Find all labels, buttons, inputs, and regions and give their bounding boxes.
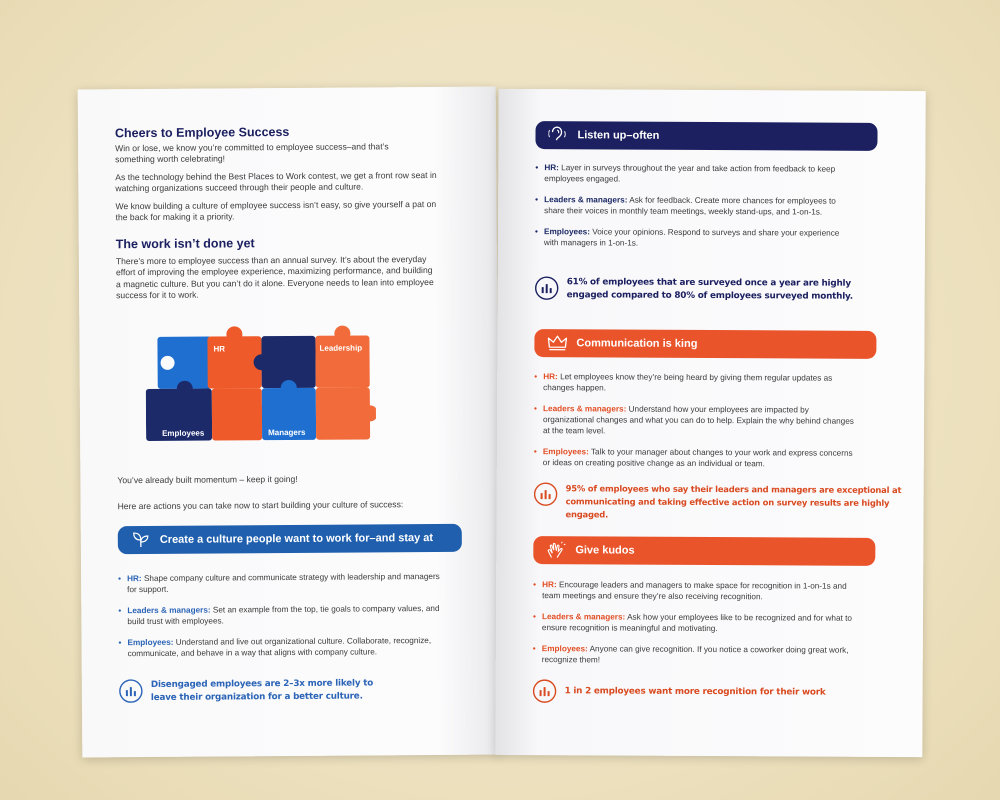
communication-stat (533, 482, 923, 523)
actions-intro-text: Here are actions you can take now to start building your culture of success: (117, 499, 404, 512)
puzzle-label-managers: Managers (268, 427, 306, 438)
bar-chart-icon (119, 679, 143, 703)
list-item: • Leaders & managers: Ask for feedback. Create more chances for employees to share their voices in monthly team meetings, weekly stand-ups, and 1-on-1s. (535, 195, 836, 217)
momentum-text: You’ve already built momentum – keep it going! (117, 473, 298, 486)
puzzle-label-hr: HR (213, 344, 226, 354)
left-page (78, 87, 501, 758)
bullet-key: HR: (544, 163, 559, 173)
intro-paragraph-2: As the technology behind the Best Places to Work contest, we get a front row seat in watching organizations succeed through their people and culture. (115, 169, 437, 194)
bullet-key: HR: (542, 580, 557, 590)
bar-chart-icon (535, 276, 559, 300)
clapping-hands-icon (541, 536, 571, 564)
bullet-key: Employees: (541, 644, 588, 654)
bullet-text: Voice your opinions. Respond to surveys and share your experience with managers in 1-on-1s. (543, 227, 840, 248)
communication-banner (534, 329, 876, 359)
communication-bullet-list (534, 371, 855, 480)
stat-line-2: engaged compared to 80% of employees surveyed monthly. (566, 290, 853, 302)
right-page (495, 89, 925, 757)
stat-line-2: leave their organization for a better culture. (150, 691, 363, 703)
bullet-text: Understand how your employees are impacted by organizational changes and what you can do to help. Explain the why behind changes at the team level. (542, 404, 854, 436)
list-item: • Employees: Voice your opinions. Respond to surveys and share your experience with managers in 1-on-1s. (534, 227, 840, 248)
bullet-key: HR: (127, 574, 142, 584)
bullet-key: Leaders & managers: (543, 404, 627, 414)
heading-work-not-done: The work isn’t done yet (115, 236, 255, 252)
bullet-text: Layer in surveys throughout the year and take action from feedback to keep employees engaged. (544, 163, 836, 184)
listen-stat (535, 276, 853, 304)
bullet-key: Leaders & managers: (544, 195, 628, 205)
bullet-text: Shape company culture and communicate strategy with leadership and managers for support. (127, 571, 440, 595)
culture-bullet-list (118, 571, 449, 669)
list-item: • Employees: Talk to your manager about changes to your work and express concerns or ideas on creating positive change as an individual or team. (533, 447, 853, 469)
ear-icon (543, 121, 573, 149)
list-item: • HR: Let employees know they’re being heard by giving them regular updates as changes happen. (534, 372, 833, 393)
list-item: • Leaders & managers: Set an example from the top, tie goals to company values, and build trust with employees. (118, 603, 440, 627)
bullet-text: Ask for feedback. Create more chances for employees to share their voices in monthly team meetings, weekly stand-ups, and 1-on-1s. (544, 195, 836, 217)
list-item: • Employees: Understand and live out organizational culture. Collaborate, recognize, communicate, and behave in a way that aligns with company culture. (118, 636, 432, 659)
bullet-key: Leaders & managers: (541, 612, 626, 622)
kudos-banner-label: Give kudos (575, 544, 635, 557)
bullet-text: Let employees know they’re being heard by giving them regular updates as changes happen. (543, 372, 833, 393)
intro-paragraph-3: We know building a culture of employee success isn’t easy, so give yourself a pat on the back for making it a priority. (115, 198, 437, 223)
bullet-key: HR: (543, 372, 558, 382)
culture-banner-label: Create a culture people want to work for–and stay at (159, 531, 434, 546)
bullet-text: Talk to your manager about changes to your work and express concerns or ideas on creating positive change as an individual or team. (542, 447, 853, 469)
list-item: • HR: Encourage leaders and managers to make space for recognition in 1-on-1s and team meetings and ensure they’re also receiving recognition. (533, 580, 847, 602)
list-item: • Employees: Anyone can give recognition. If you notice a coworker doing great work, recognize them! (532, 644, 849, 665)
listen-banner (535, 121, 877, 151)
stat-line-1: 1 in 2 employees want more recognition for their work (564, 685, 826, 698)
stat-line-1: Disengaged employees are 2–3x more likely to (150, 678, 374, 690)
work-paragraph: There’s more to employee success than an annual survey. It’s about the everyday effort of improving the employee experience, maximizing performance, and building a magnetic culture. But you can’t do it alone. Everyone needs to lean into employee success for it to work. (115, 254, 434, 301)
list-item: • Leaders & managers: Understand how your employees are impacted by organizational changes and what you can do to help. Explain the why behind changes at the team level. (534, 404, 854, 436)
bar-chart-icon (533, 679, 557, 703)
listen-banner-label: Listen up–often (577, 129, 660, 142)
bullet-key: Employees: (542, 447, 589, 457)
stat-line-1: 95% of employees who say their leaders and managers are exceptional at (565, 483, 902, 495)
stat-line-2: communicating and taking effective action on survey results are highly engaged. (565, 496, 890, 520)
bullet-text: Ask how your employees like to be recognized and for what to ensure recognition is meaningful and motivating. (541, 612, 852, 634)
communication-banner-label: Communication is king (576, 337, 698, 350)
bullet-key: Leaders & managers: (127, 605, 211, 616)
bullet-key: Employees: (543, 227, 590, 237)
stat-line-1: 61% of employees that are surveyed once a year are highly (566, 277, 851, 289)
puzzle-label-leadership: Leadership (319, 343, 363, 353)
plant-icon (126, 526, 156, 554)
bullet-text: Understand and live out organizational culture. Collaborate, recognize, communicate, and behave in a way that aligns with company culture. (127, 636, 432, 659)
bullet-key: Employees: (127, 637, 174, 648)
heading-cheers: Cheers to Employee Success (114, 124, 290, 141)
list-item: • Leaders & managers: Ask how your employees like to be recognized and for what to ensure recognition is meaningful and motivating. (532, 612, 852, 634)
list-item: • HR: Shape company culture and communicate strategy with leadership and managers for support. (118, 571, 440, 595)
bullet-text: Anyone can give recognition. If you notice a coworker doing great work, recognize them! (541, 644, 849, 665)
kudos-banner (533, 536, 875, 566)
listen-bullet-list (535, 162, 855, 260)
culture-stat (119, 677, 373, 705)
intro-paragraph-1: Win or lose, we know you’re committed to employee success–and that’s something worth celebrating! (115, 141, 389, 165)
bullet-text: Encourage leaders and managers to make space for recognition in 1-on-1s and team meetings and ensure they’re also receiving recognition. (542, 580, 847, 602)
kudos-stat (533, 679, 826, 705)
culture-banner (118, 524, 462, 554)
bar-chart-icon (534, 482, 558, 506)
bullet-text: Set an example from the top, tie goals to company values, and build trust with employees. (127, 603, 440, 627)
crown-icon (542, 329, 572, 357)
kudos-bullet-list (533, 579, 853, 677)
puzzle-label-employees: Employees (162, 428, 205, 438)
list-item: • HR: Layer in surveys throughout the year and take action from feedback to keep employees engaged. (535, 163, 836, 184)
